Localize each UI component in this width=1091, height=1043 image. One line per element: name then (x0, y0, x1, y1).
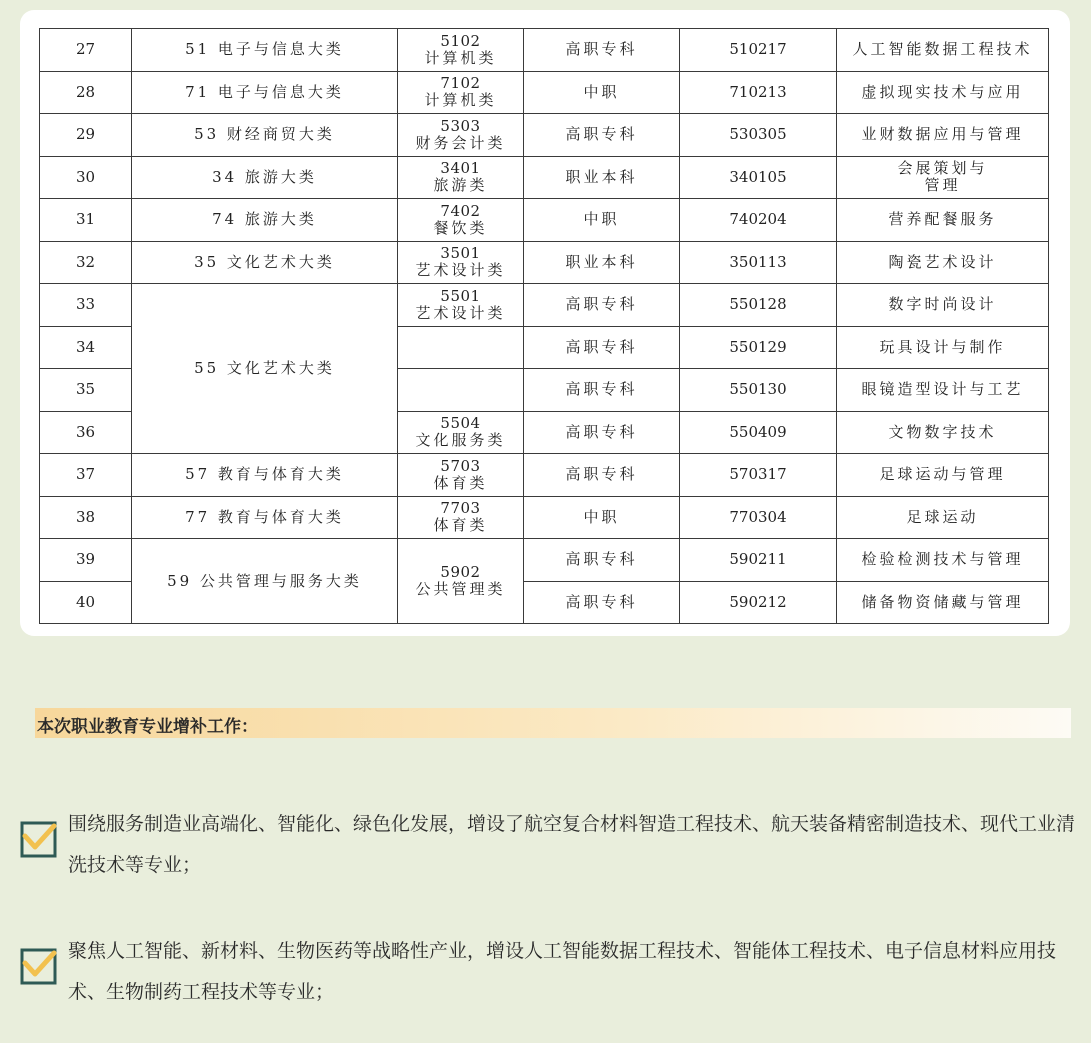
row-number: 33 (40, 284, 132, 327)
table-row (40, 496, 1049, 539)
row-number: 32 (40, 241, 132, 284)
class-code-cell (398, 326, 524, 369)
education-level: 中职 (524, 496, 680, 539)
major-category: 57 教育与体育大类 (132, 454, 398, 497)
table-row (40, 71, 1049, 114)
major-category: 74 旅游大类 (132, 199, 398, 242)
education-level: 高职专科 (524, 29, 680, 72)
education-level: 高职专科 (524, 284, 680, 327)
class-code-cell: 5102 计算机类 (398, 29, 524, 72)
major-name: 会展策划与 管理 (837, 156, 1049, 199)
major-code: 550130 (680, 369, 837, 412)
row-number: 30 (40, 156, 132, 199)
row-number: 27 (40, 29, 132, 72)
education-level: 中职 (524, 199, 680, 242)
education-level: 职业本科 (524, 156, 680, 199)
major-code: 530305 (680, 114, 837, 157)
class-code-cell: 5504 文化服务类 (398, 411, 524, 454)
table-row (40, 454, 1049, 497)
row-number: 29 (40, 114, 132, 157)
major-table (39, 28, 1049, 624)
major-code: 590212 (680, 581, 837, 624)
class-code-cell: 7102 计算机类 (398, 71, 524, 114)
row-number: 37 (40, 454, 132, 497)
table-row (40, 114, 1049, 157)
major-category: 34 旅游大类 (132, 156, 398, 199)
table-row (40, 29, 1049, 72)
major-code: 570317 (680, 454, 837, 497)
class-code-cell: 7402 餐饮类 (398, 199, 524, 242)
major-code: 550409 (680, 411, 837, 454)
major-code: 550128 (680, 284, 837, 327)
major-name: 人工智能数据工程技术 (837, 29, 1049, 72)
table-row (40, 284, 1049, 327)
row-number: 35 (40, 369, 132, 412)
education-level: 高职专科 (524, 539, 680, 582)
major-category: 55 文化艺术大类 (132, 284, 398, 454)
major-code: 590211 (680, 539, 837, 582)
major-name: 玩具设计与制作 (837, 326, 1049, 369)
row-number: 39 (40, 539, 132, 582)
class-code-cell: 5703 体育类 (398, 454, 524, 497)
education-level: 高职专科 (524, 326, 680, 369)
table-row (40, 241, 1049, 284)
major-name: 足球运动与管理 (837, 454, 1049, 497)
major-name: 检验检测技术与管理 (837, 539, 1049, 582)
major-category: 77 教育与体育大类 (132, 496, 398, 539)
row-number: 28 (40, 71, 132, 114)
table-row (40, 539, 1049, 582)
row-number: 31 (40, 199, 132, 242)
checkbox-check-icon (20, 820, 58, 858)
major-code: 550129 (680, 326, 837, 369)
major-code: 740204 (680, 199, 837, 242)
list-item-text: 围绕服务制造业高端化、智能化、绿色化发展，增设了航空复合材料智造工程技术、航天装备精密制造技术、现代工业清洗技术等专业； (68, 813, 1076, 876)
education-level: 中职 (524, 71, 680, 114)
row-number: 34 (40, 326, 132, 369)
education-level: 高职专科 (524, 114, 680, 157)
row-number: 38 (40, 496, 132, 539)
class-code-cell: 5501 艺术设计类 (398, 284, 524, 327)
row-number: 40 (40, 581, 132, 624)
class-code-cell: 5303 财务会计类 (398, 114, 524, 157)
major-code: 340105 (680, 156, 837, 199)
major-category: 51 电子与信息大类 (132, 29, 398, 72)
major-name: 储备物资储藏与管理 (837, 581, 1049, 624)
major-name: 眼镜造型设计与工艺 (837, 369, 1049, 412)
major-category: 53 财经商贸大类 (132, 114, 398, 157)
table-row (40, 199, 1049, 242)
major-category: 35 文化艺术大类 (132, 241, 398, 284)
major-name: 业财数据应用与管理 (837, 114, 1049, 157)
major-category: 71 电子与信息大类 (132, 71, 398, 114)
education-level: 高职专科 (524, 369, 680, 412)
major-name: 陶瓷艺术设计 (837, 241, 1049, 284)
major-name: 数字时尚设计 (837, 284, 1049, 327)
class-code-cell: 3401 旅游类 (398, 156, 524, 199)
major-name: 虚拟现实技术与应用 (837, 71, 1049, 114)
class-code-cell (398, 369, 524, 412)
major-category: 59 公共管理与服务大类 (132, 539, 398, 624)
education-level: 高职专科 (524, 581, 680, 624)
section-title: 本次职业教育专业增补工作： (37, 717, 258, 737)
table-row (40, 156, 1049, 199)
major-code: 710213 (680, 71, 837, 114)
education-level: 高职专科 (524, 454, 680, 497)
major-name: 文物数字技术 (837, 411, 1049, 454)
major-name: 足球运动 (837, 496, 1049, 539)
class-code-cell: 3501 艺术设计类 (398, 241, 524, 284)
row-number: 36 (40, 411, 132, 454)
checkbox-check-icon (20, 947, 58, 985)
class-code-cell: 5902 公共管理类 (398, 539, 524, 624)
list-item-text: 聚焦人工智能、新材料、生物医药等战略性产业，增设人工智能数据工程技术、智能体工程技术、电子信息材料应用技术、生物制药工程技术等专业； (68, 940, 1057, 1003)
major-code: 350113 (680, 241, 837, 284)
major-code: 510217 (680, 29, 837, 72)
class-code-cell: 7703 体育类 (398, 496, 524, 539)
major-name: 营养配餐服务 (837, 199, 1049, 242)
education-level: 高职专科 (524, 411, 680, 454)
major-code: 770304 (680, 496, 837, 539)
education-level: 职业本科 (524, 241, 680, 284)
